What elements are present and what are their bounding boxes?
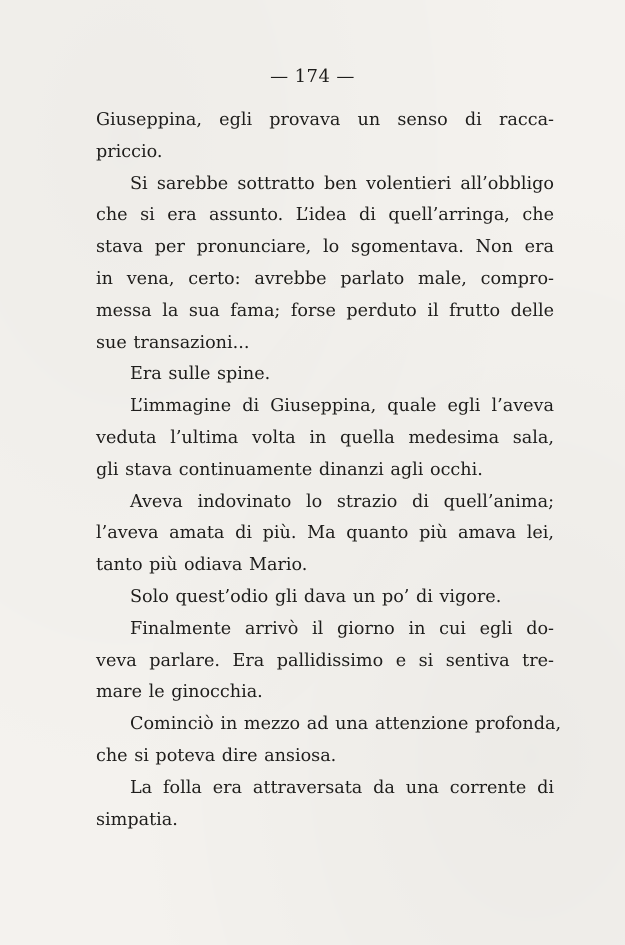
text-line: Aveva indovinato lo strazio di quell’anima; (130, 491, 554, 512)
text-line: gli stava continuamente dinanzi agli occhi. (96, 459, 483, 480)
text-line: simpatia. (96, 809, 178, 830)
text-line: che si era assunto. L’idea di quell’arringa, che (96, 205, 554, 226)
text-line: mare le ginocchia. (96, 682, 263, 703)
text-line: l’aveva amata di più. Ma quanto più amava lei, (96, 523, 554, 544)
text-line: Giuseppina, egli provava un senso di racca- (96, 110, 554, 130)
text-line: tanto più odiava Mario. (96, 555, 308, 576)
text-line: priccio. (96, 141, 163, 162)
text-line: L’immagine di Giuseppina, quale egli l’aveva (130, 396, 554, 417)
body-text (96, 105, 562, 836)
text-line: La folla era attraversata da una corrente di (130, 777, 554, 798)
text-line: messa la sua fama; forse perduto il frutto delle (96, 300, 554, 321)
text-line: Solo quest’odio gli dava un po’ di vigore. (130, 586, 502, 607)
text-line: veva parlare. Era pallidissimo e si sentiva tre- (96, 650, 554, 671)
text-line: Cominciò in mezzo ad una attenzione profonda, (130, 714, 562, 735)
page-number: 174 (294, 66, 331, 87)
text-line: sue transazioni... (96, 332, 250, 353)
text-line: stava per pronunciare, lo sgomentava. Non era (96, 237, 554, 258)
text-line: che si poteva dire ansiosa. (96, 745, 337, 766)
header-dash-left: — (270, 66, 289, 87)
page-header (0, 66, 625, 87)
header-dash-right: — (336, 66, 355, 87)
text-line: Finalmente arrivò il giorno in cui egli do- (130, 618, 554, 639)
text-line: in vena, certo: avrebbe parlato male, compro- (96, 268, 554, 289)
text-line: Si sarebbe sottratto ben volentieri all’obbligo (130, 173, 554, 194)
text-line: Era sulle spine. (130, 364, 271, 385)
text-line: veduta l’ultima volta in quella medesima sala, (96, 427, 554, 448)
